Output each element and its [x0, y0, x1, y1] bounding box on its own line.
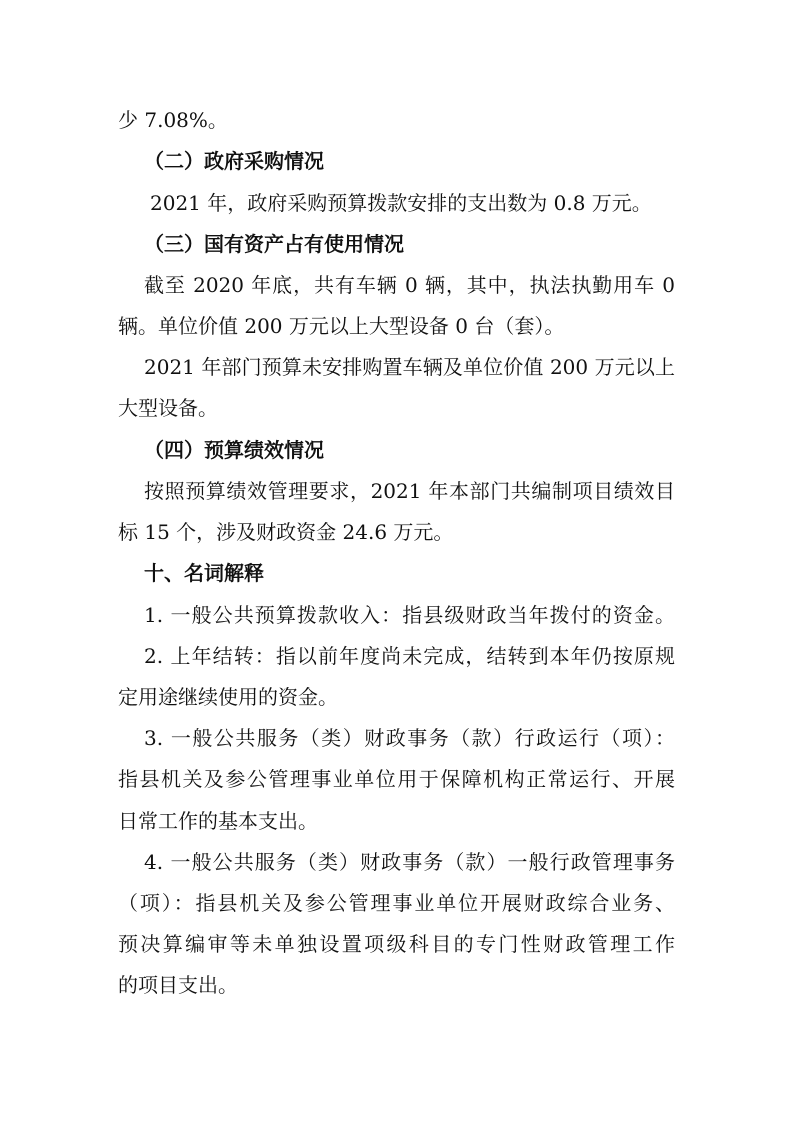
text-line: 指县机关及参公管理事业单位用于保障机构正常运行、开展 — [118, 767, 675, 791]
text-line: 按照预算绩效管理要求，2021 年本部门共编制项目绩效目 — [144, 479, 675, 503]
text-line: 日常工作的基本支出。 — [118, 809, 318, 833]
text-line: 1. 一般公共预算拨款收入：指县级财政当年拨付的资金。 — [144, 603, 675, 627]
text-line: 截至 2020 年底，共有车辆 0 辆，其中，执法执勤用车 0 — [144, 273, 675, 297]
text-line: 3. 一般公共服务（类）财政事务（款）行政运行（项）： — [144, 726, 675, 750]
text-line: 预决算编审等未单独设置项级科目的专门性财政管理工作 — [118, 932, 675, 956]
text-line: 的项目支出。 — [118, 973, 238, 997]
text-line: 标 15 个，涉及财政资金 24.6 万元。 — [118, 520, 454, 544]
section-heading: 十、名词解释 — [144, 561, 264, 585]
section-heading: （三）国有资产占有使用情况 — [144, 232, 404, 256]
text-line: 4. 一般公共服务（类）财政事务（款）一般行政管理事务 — [144, 850, 675, 874]
text-line: 2021 年部门预算未安排购置车辆及单位价值 200 万元以上 — [144, 355, 675, 379]
text-line: 2021 年，政府采购预算拨款安排的支出数为 0.8 万元。 — [150, 191, 652, 215]
text-line: 少 7.08%。 — [118, 108, 228, 132]
section-heading: （四）预算绩效情况 — [144, 438, 324, 462]
text-line: 定用途继续使用的资金。 — [118, 685, 338, 709]
text-line: （项）：指县机关及参公管理事业单位开展财政综合业务、 — [118, 891, 675, 915]
text-line: 辆。单位价值 200 万元以上大型设备 0 台（套）。 — [118, 314, 565, 338]
text-line: 大型设备。 — [118, 396, 218, 420]
section-heading: （二）政府采购情况 — [144, 149, 324, 173]
text-line: 2. 上年结转：指以前年度尚未完成，结转到本年仍按原规 — [144, 644, 675, 668]
